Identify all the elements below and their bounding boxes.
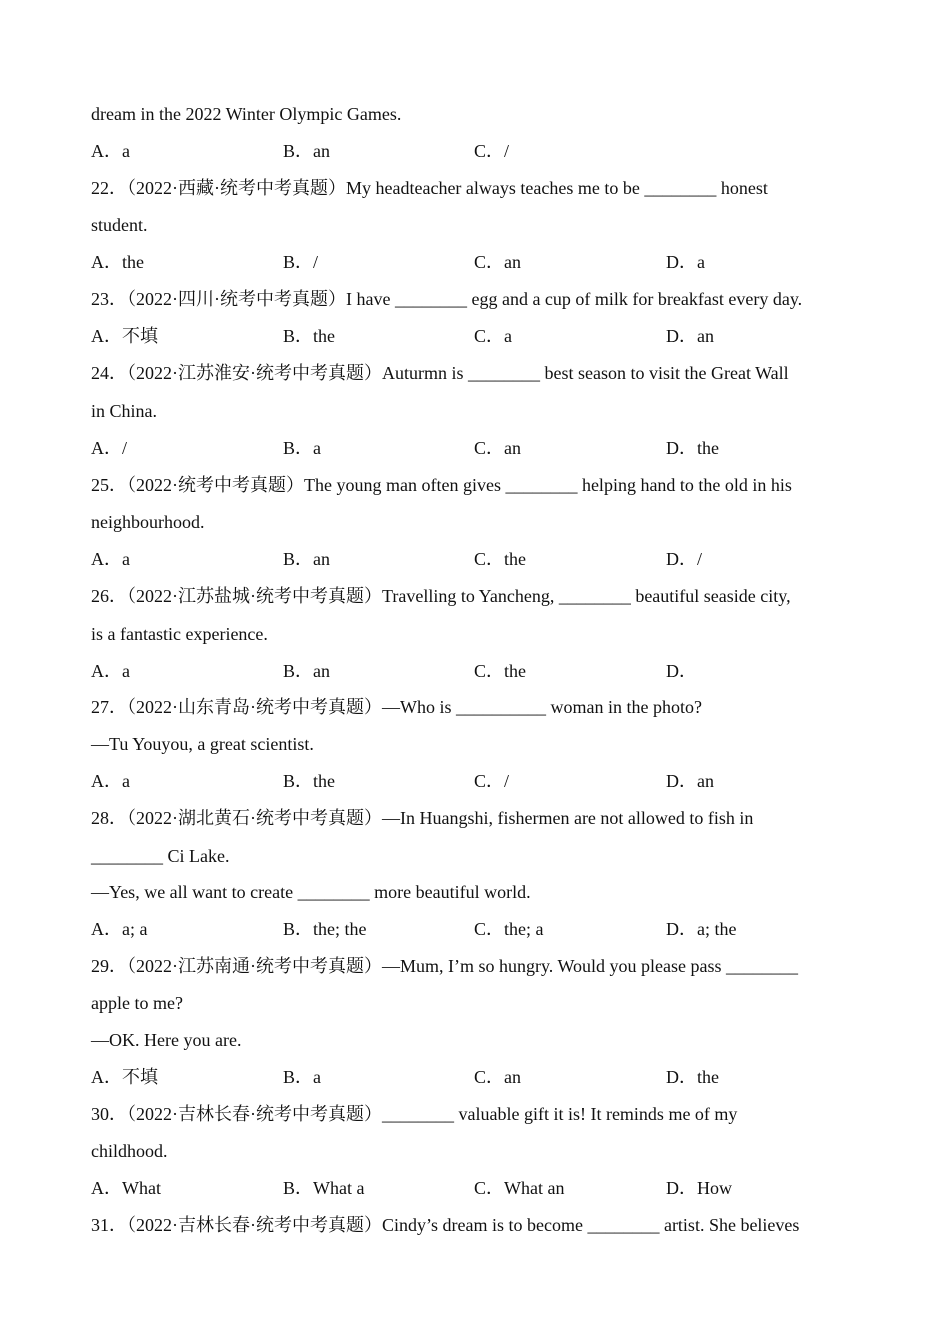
option-c: C．a	[474, 326, 512, 346]
option-b: B．an	[283, 549, 330, 569]
option-a: A．a	[91, 771, 130, 791]
option-d: D．a; the	[666, 919, 737, 939]
question-21-stem-end: dream in the 2022 Winter Olympic Games.	[91, 104, 402, 124]
question-28-reply: —Yes, we all want to create ________ more beautiful world.	[91, 882, 531, 902]
question-22-options	[91, 249, 871, 275]
option-c: C．/	[474, 771, 510, 791]
question-28-stem: 28．（2022·湖北黄石·统考中考真题）—In Huangshi, fishermen are not allowed to fish in	[91, 808, 754, 828]
question-29-stem: 29．（2022·江苏南通·统考中考真题）—Mum, I’m so hungry. Would you please pass ________	[91, 956, 799, 976]
question-21-options	[91, 138, 871, 164]
question-22-stem-cont: student.	[91, 215, 148, 235]
question-24-stem-cont: in China.	[91, 401, 157, 421]
option-c: C．What an	[474, 1178, 565, 1198]
option-c: C．the	[474, 661, 526, 681]
question-27-reply: —Tu Youyou, a great scientist.	[91, 734, 314, 754]
option-b: B．an	[283, 661, 330, 681]
option-c: C．the	[474, 549, 526, 569]
option-a: A．the	[91, 252, 144, 272]
option-d: D．the	[666, 1067, 719, 1087]
option-c: C．an	[474, 1067, 521, 1087]
option-b: B．/	[283, 252, 319, 272]
question-31-stem: 31．（2022·吉林长春·统考中考真题）Cindy’s dream is to become ________ artist. She believes	[91, 1215, 800, 1235]
option-b: B．a	[283, 1067, 321, 1087]
option-a: A．What	[91, 1178, 161, 1198]
question-23-stem: 23．（2022·四川·统考中考真题）I have ________ egg and a cup of milk for breakfast every day.	[91, 289, 803, 309]
option-d: D．a	[666, 252, 705, 272]
question-26-stem-cont: is a fantastic experience.	[91, 624, 268, 644]
question-26-stem: 26．（2022·江苏盐城·统考中考真题）Travelling to Yancheng, ________ beautiful seaside city,	[91, 586, 791, 606]
question-25-options	[91, 546, 871, 572]
question-30-stem: 30．（2022·吉林长春·统考中考真题）________ valuable gift it is! It reminds me of my	[91, 1104, 738, 1124]
option-c: C．an	[474, 438, 521, 458]
option-a: A．a	[91, 549, 130, 569]
question-28-options	[91, 916, 871, 942]
option-b: B．a	[283, 438, 321, 458]
option-c: C．the; a	[474, 919, 544, 939]
question-28-stem-cont: ________ Ci Lake.	[91, 846, 230, 866]
option-b: B．the	[283, 771, 335, 791]
option-d: D．the	[666, 438, 719, 458]
question-24-stem: 24．（2022·江苏淮安·统考中考真题）Auturmn is ________ best season to visit the Great Wall	[91, 363, 789, 383]
option-b: B．an	[283, 141, 330, 161]
question-27-options	[91, 768, 871, 794]
question-29-reply: —OK. Here you are.	[91, 1030, 242, 1050]
option-d: D．an	[666, 771, 714, 791]
question-29-options	[91, 1064, 871, 1090]
question-23-options	[91, 323, 871, 349]
option-d: D．an	[666, 326, 714, 346]
question-24-options	[91, 435, 871, 461]
option-b: B．What a	[283, 1178, 365, 1198]
option-c: C．an	[474, 252, 521, 272]
option-a: A．不填	[91, 326, 158, 346]
option-a: A．a	[91, 141, 130, 161]
option-c: C．/	[474, 141, 510, 161]
option-d: D．	[666, 661, 697, 681]
option-b: B．the	[283, 326, 335, 346]
question-30-stem-cont: childhood.	[91, 1141, 168, 1161]
option-a: A．a; a	[91, 919, 148, 939]
option-d: D．/	[666, 549, 702, 569]
option-a: A．a	[91, 661, 130, 681]
option-b: B．the; the	[283, 919, 367, 939]
question-29-stem-cont: apple to me?	[91, 993, 183, 1013]
question-25-stem: 25．（2022·统考中考真题）The young man often gives ________ helping hand to the old in his	[91, 475, 792, 495]
option-a: A．/	[91, 438, 127, 458]
question-22-stem: 22．（2022·西藏·统考中考真题）My headteacher always teaches me to be ________ honest	[91, 178, 768, 198]
option-d: D．How	[666, 1178, 732, 1198]
question-27-stem: 27．（2022·山东青岛·统考中考真题）—Who is __________ woman in the photo?	[91, 697, 702, 717]
option-a: A．不填	[91, 1067, 158, 1087]
question-25-stem-cont: neighbourhood.	[91, 512, 205, 532]
question-30-options	[91, 1175, 871, 1201]
question-26-options	[91, 658, 871, 684]
